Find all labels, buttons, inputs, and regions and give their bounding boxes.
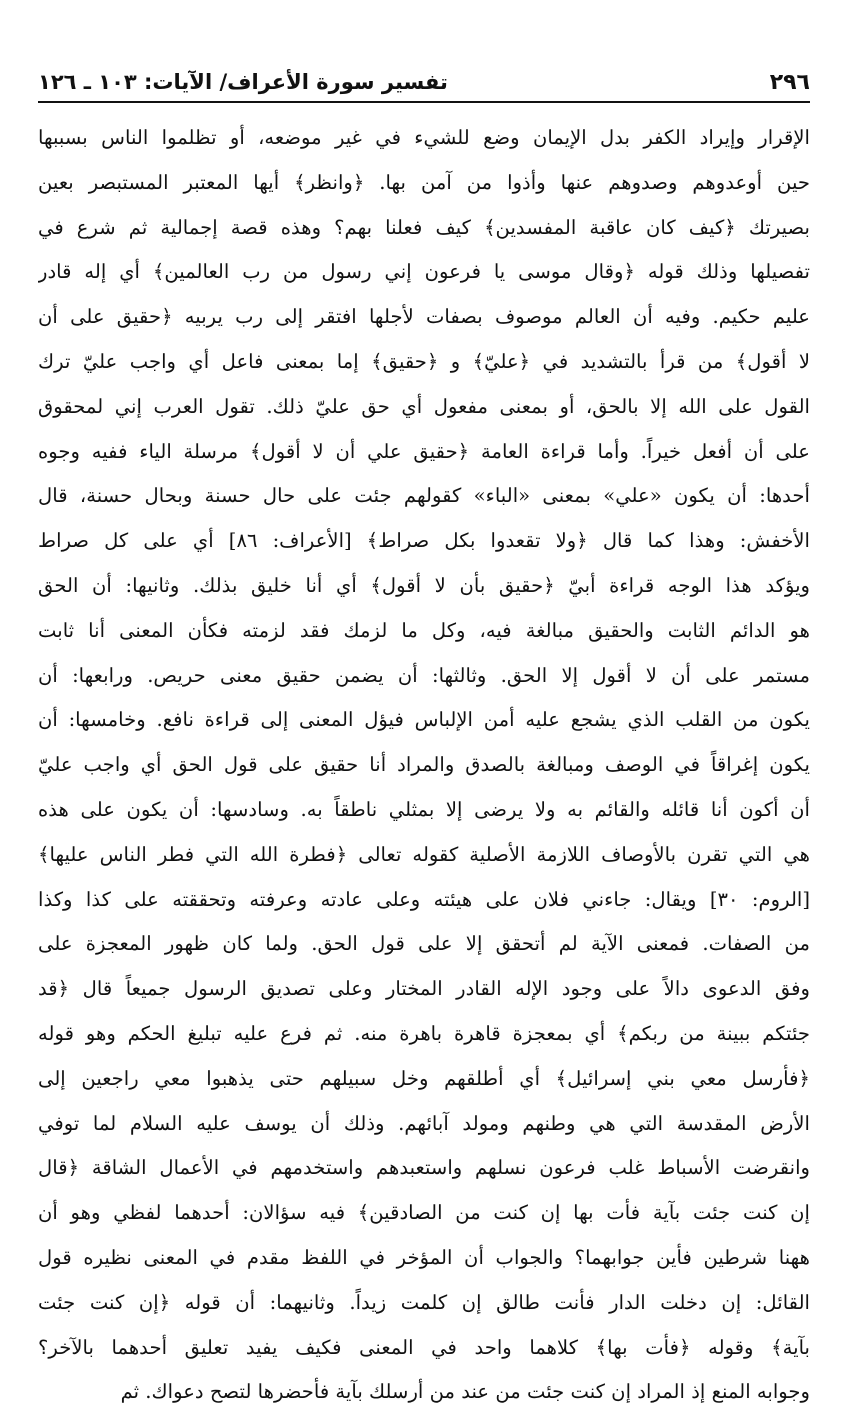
text-line: لا أقول﴾ من قرأ بالتشديد في ﴿عليّ﴾ و ﴿حقيق﴾ إما بمعنى فاعل أي واجب عليّ ترك — [38, 349, 810, 373]
body-text — [38, 116, 810, 1415]
text-line: الأخفش: وهذا كما قال ﴿ولا تقعدوا بكل صراط﴾ [الأعراف: ٨٦] أي على كل صراط — [38, 529, 810, 553]
text-line: أن أكون أنا قائله والقائم به ولا يرضى إلا بمثلي ناطقاً به. وسادسها: أن يكون على هذه — [38, 797, 810, 821]
text-line: الأرض المقدسة التي هي وطنهم ومولد آبائهم. وذلك أن يوسف عليه السلام لما توفي — [38, 1111, 810, 1135]
text-line: القول على الله إلا بالحق، أو بمعنى مفعول أي حق عليّ ذلك. تقول العرب إني لمحقوق — [38, 394, 810, 418]
page-header — [38, 70, 810, 103]
text-line: ﴿فأرسل معي بني إسرائيل﴾ أي أطلقهم وخل سبيلهم حتى يذهبوا معي راجعين إلى — [38, 1066, 810, 1090]
text-line: الإقرار وإيراد الكفر بدل الإيمان وضع للشيء في غير موضعه، أو تظلموا الناس بسببها — [38, 126, 810, 149]
text-line: تفصيلها وذلك قوله ﴿وقال موسى يا فرعون إني رسول من رب العالمين﴾ أي إله قادر — [38, 260, 810, 284]
page-number: ٢٩٦ — [769, 70, 810, 95]
text-line: وفق الدعوى دالاً على وجود الإله القادر المختار وعلى تصديق الرسول جميعاً قال ﴿قد — [38, 977, 810, 1001]
text-line: ههنا شرطين فأين جوابهما؟ والجواب أن المؤخر في اللفظ مقدم في المعنى نظيره قول — [38, 1245, 810, 1269]
text-line: حين أوعدوهم وصدوهم عنها وأذوا من آمن بها. ﴿وانظر﴾ أيها المعتبر المستبصر بعين — [38, 170, 810, 194]
text-line: وانقرضت الأسباط غلب فرعون نسلهم واستعبدهم واستخدمهم في الأعمال الشاقة ﴿قال — [38, 1156, 810, 1180]
text-line: من الصفات. فمعنى الآية لم أتحقق إلا على قول الحق. ولما كان ظهور المعجزة على — [38, 932, 810, 956]
text-line: عليم حكيم. وفيه أن العالم موصوف بصفات لأجلها افتقر إلى رب يربيه ﴿حقيق على أن — [38, 305, 810, 329]
running-title: تفسير سورة الأعراف/ الآيات: ١٠٣ ـ ١٢٦ — [38, 70, 448, 94]
text-line: يكون من القلب الذي يشجع عليه أمن الإلباس فيؤل المعنى إلى قراءة نافع. وخامسها: أن — [38, 708, 810, 732]
text-line: ويؤكد هذا الوجه قراءة أبيّ ﴿حقيق بأن لا أقول﴾ أي أنا خليق بذلك. وثانيها: أن الحق — [38, 573, 810, 597]
text-line: إن كنت جئت بآية فأت بها إن كنت من الصادقين﴾ فيه سؤالان: أحدهما لفظي وهو أن — [38, 1201, 810, 1225]
text-line: على أن أفعل خيراً. وأما قراءة العامة ﴿حقيق علي أن لا أقول﴾ مرسلة الياء ففيه وجوه — [38, 439, 810, 463]
text-line: جئتكم ببينة من ربكم﴾ أي بمعجزة قاهرة باهرة منه. ثم فرع عليه تبليغ الحكم وهو قوله — [38, 1021, 810, 1045]
text-line: يكون إغراقاً في الوصف ومبالغة بالصدق والمراد أنا حقيق على قول الحق أي واجب عليّ — [38, 753, 810, 777]
text-line: وجوابه المنع إذ المراد إن كنت جئت من عند من أرسلك بآية فأحضرها لتصح دعواك. ثم — [120, 1380, 810, 1404]
text-line: هو الدائم الثابت والحقيق مبالغة فيه، وكل ما لزمك فقد لزمته فكأن المعنى أنا ثابت — [38, 618, 810, 642]
text-line: بآية﴾ وقوله ﴿فأت بها﴾ كلاهما واحد في المعنى فكيف يفيد تعليق أحدهما بالآخر؟ — [38, 1335, 810, 1359]
text-line: القائل: إن دخلت الدار فأنت طالق إن كلمت زيداً. وثانيهما: أن قوله ﴿إن كنت جئت — [38, 1290, 810, 1314]
text-line: [الروم: ٣٠] ويقال: جاءني فلان على هيئته وعلى عادته وعرفته وتحققته على كذا وكذا — [38, 887, 810, 911]
text-line: هي التي تقرن بالأوصاف اللازمة الأصلية كقوله تعالى ﴿فطرة الله التي فطر الناس عليها﴾ — [38, 842, 810, 866]
text-line: مستمر على أن لا أقول إلا الحق. وثالثها: أن يضمن حقيق معنى حريص. ورابعها: أن — [38, 663, 810, 687]
text-line: بصيرتك ﴿كيف كان عاقبة المفسدين﴾ كيف فعلنا بهم؟ وهذه قصة إجمالية ثم شرع في — [38, 215, 810, 239]
text-line: أحدها: أن يكون «علي» بمعنى «الباء» كقولهم جئت على حال حسنة وبحال حسنة، قال — [38, 484, 810, 508]
